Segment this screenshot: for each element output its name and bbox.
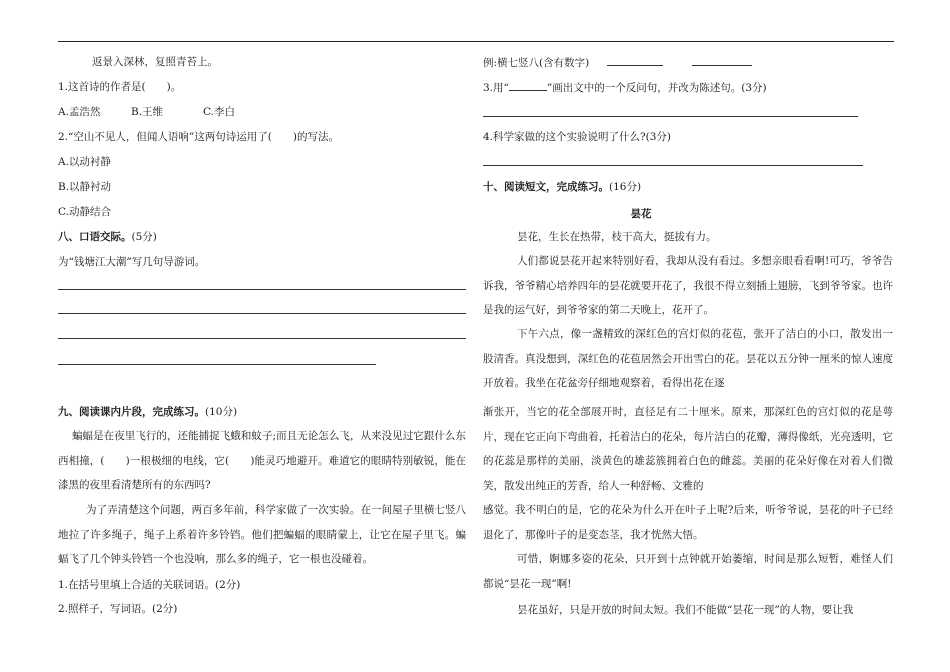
question-4: 4.科学家做的这个实验说明了什么?(3分) — [483, 131, 672, 143]
article-paragraph-3a: 下午六点，像一盏精致的深红色的宫灯似的花苞，张开了洁白的小口，散发出一股清香。真没想到，深红色的花苞居然会开出雪白的花。昙花以五分钟一厘米的惊人速度开放着。我坐在花盆旁仔细地观察着，看得出花在逐 — [483, 328, 893, 389]
answer-line-1[interactable] — [58, 289, 466, 290]
answer-line-4[interactable] — [58, 364, 376, 365]
article-paragraph-4: 可惜，婀娜多姿的花朵，只开到十点钟就开始萎缩，时间是那么短暂，难怪人们都说“昙花一现”啊! — [483, 553, 893, 590]
q3-answer-line[interactable] — [483, 116, 858, 117]
article-paragraph-3c: 感觉。我不明白的是，它的花朵为什么开在叶子上呢?后来，听爷爷说，昙花的叶子已经退化了，那像叶子的是变态茎，我才恍然大悟。 — [483, 504, 893, 541]
section-8-score: (5分) — [131, 231, 157, 243]
section-8-heading — [58, 230, 157, 244]
section-9-paragraph-1: 蝙蝠是在夜里飞行的，还能捕捉飞蛾和蚊子;而且无论怎么飞，从来没见过它跟什么东西相撞，( )一根极细的电线，它( )能灵巧地避开。难道它的眼睛特别敏锐，能在漆黑的夜里看清楚所有的东西吗? — [58, 430, 466, 491]
q2-option-b: B.以静衬动 — [58, 181, 112, 193]
poem-line: 返景入深林，复照青苔上。 — [92, 56, 218, 68]
q4-answer-line[interactable] — [483, 165, 863, 166]
example-blank-2[interactable] — [692, 55, 752, 66]
section-9-heading — [58, 405, 237, 419]
example-blank-1[interactable] — [607, 55, 663, 66]
question-2: 2.“空山不见人，但闻人语响”这两句诗运用了( )的写法。 — [58, 131, 339, 143]
section-8-title: 八、口语交际。 — [58, 231, 132, 243]
section-10-score: (16分) — [609, 181, 642, 193]
q1-option-b: B.王维 — [131, 106, 164, 118]
example-line — [483, 55, 752, 70]
article-title: 昙花 — [630, 208, 652, 220]
section-9-paragraph-2: 为了弄清楚这个问题，两百多年前，科学家做了一次实验。在一间屋子里横七竖八地拉了许多绳子，绳子上系着许多铃铛。他们把蝙蝠的眼睛蒙上，让它在屋子里飞。蝙蝠飞了几个钟头铃铛一个也没响，那么多的绳子，它一根也没碰着。 — [58, 504, 466, 565]
article-paragraph-5: 昙花虽好，只是开放的时间太短。我们不能做“昙花一现”的人物，要让我 — [517, 604, 854, 616]
article-paragraph-3b: 渐张开，当它的花全部展开时，直径足有二十厘米。原来，那深红色的宫灯似的花是萼片，现在它正向下弯曲着，托着洁白的花朵，每片洁白的花瓣，薄得像纸，光亮透明，它的花蕊是那样的美丽，淡黄色的雄蕊簇拥着白色的雌蕊。美丽的花朵好像在对着人们微笑，散发出纯正的芳香，给人一种舒畅、文雅的 — [483, 406, 893, 492]
section-8-prompt: 为“钱塘江大潮”写几句导游词。 — [58, 256, 206, 268]
q1-option-c: C.李白 — [203, 106, 235, 118]
section-10-title: 十、阅读短文，完成练习。 — [483, 181, 609, 193]
article-paragraph-1: 昙花，生长在热带，枝干高大，挺拔有力。 — [517, 231, 717, 243]
section-10-heading — [483, 180, 641, 194]
q2-option-a: A.以动衬静 — [58, 156, 111, 168]
section-9-score: (10分) — [205, 406, 238, 418]
answer-line-2[interactable] — [58, 313, 466, 314]
top-rule — [58, 41, 894, 42]
section-9-question-2: 2.照样子，写词语。(2分) — [58, 603, 178, 615]
section-9-question-1: 1.在括号里填上合适的关联词语。(2分) — [58, 579, 241, 591]
question-3-suffix: ”画出文中的一个反问句，并改为陈述句。(3分) — [546, 82, 767, 94]
example-text: 例:横七竖八(含有数字) — [483, 57, 590, 69]
q1-option-a: A.孟浩然 — [58, 106, 101, 118]
question-3-blank[interactable] — [509, 80, 547, 91]
answer-line-3[interactable] — [58, 338, 466, 339]
question-3-prefix: 3.用“ — [483, 82, 509, 94]
question-3 — [483, 80, 767, 95]
q2-option-c: C.动静结合 — [58, 206, 111, 218]
section-9-title: 九、阅读课内片段，完成练习。 — [58, 406, 205, 418]
question-1: 1.这首诗的作者是( )。 — [58, 81, 182, 93]
article-paragraph-2: 人们都说昙花开起来特别好看，我却从没有看过。多想亲眼看看啊!可巧，爷爷告诉我，爷爷精心培养四年的昙花就要开花了，我很不得立刻插上翅膀，飞到爷爷家。也许是我的运气好，到爷爷家的第二天晚上，花开了。 — [483, 255, 893, 316]
